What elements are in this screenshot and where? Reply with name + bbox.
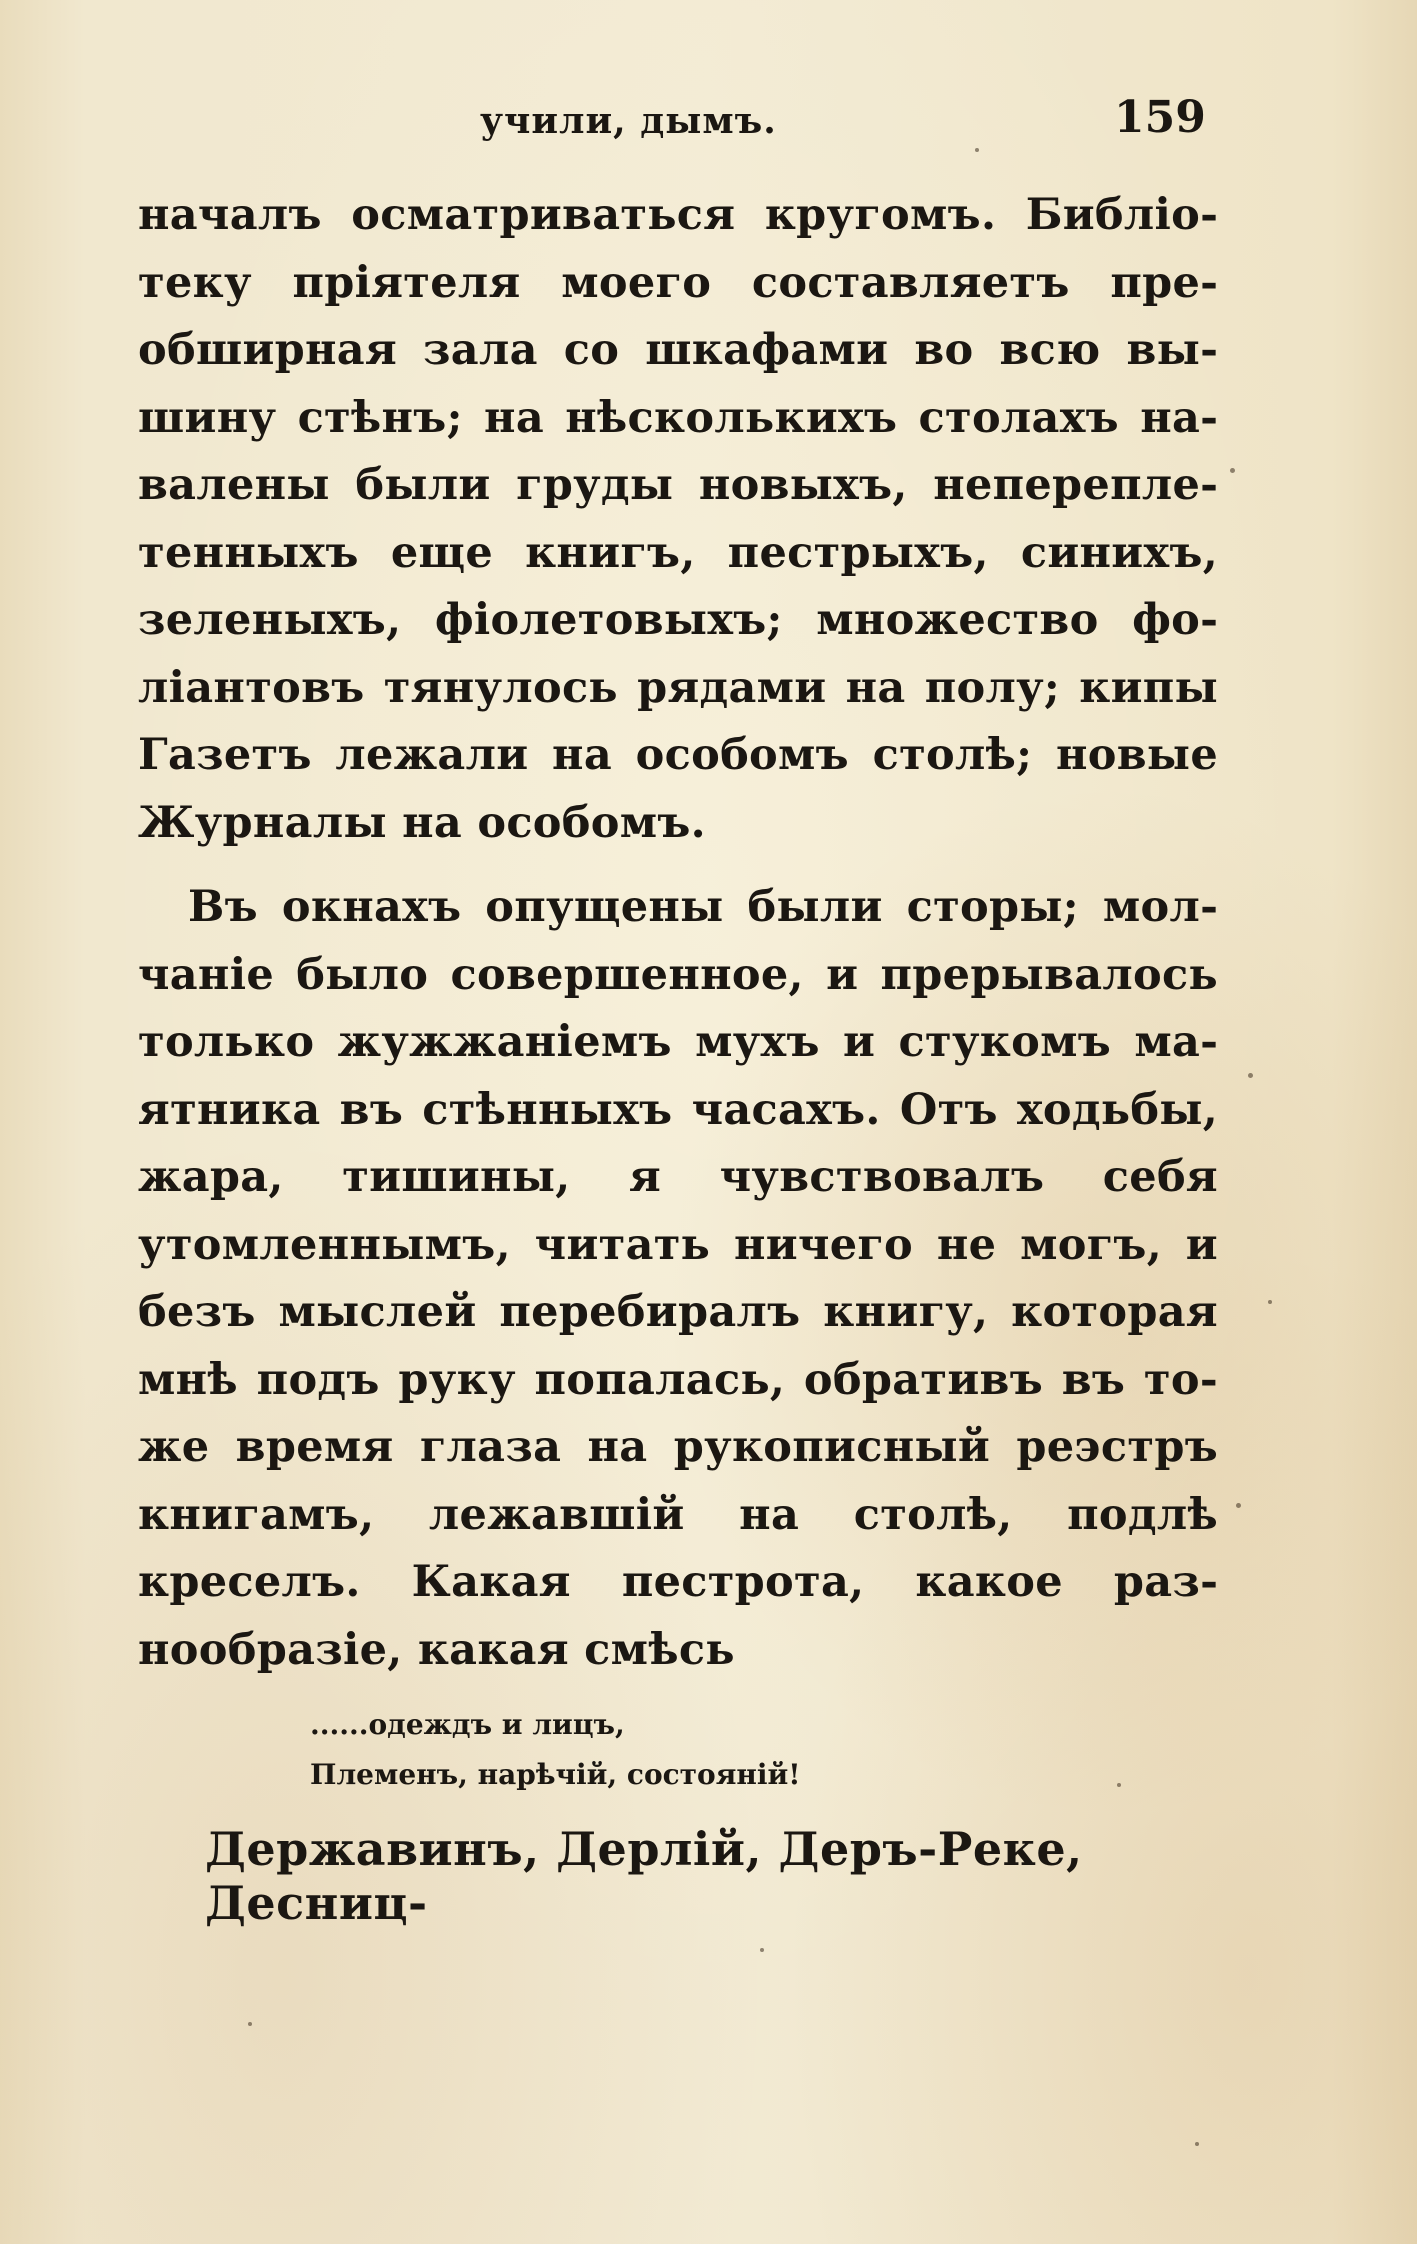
catchline: Державинъ, Дерлій, Деръ-Реке, Десниц-	[205, 1822, 1083, 1930]
paper-speck	[1268, 1300, 1272, 1304]
running-head: учили, дымъ.	[480, 100, 777, 142]
paragraph-1: началъ осматриваться кругомъ. Библіотеку пріятеля моего составляетъ преобширная зала со шкафами во всю вышину стѣнъ; на нѣсколькихъ столахъ навалены были груды новыхъ, непереплeтенныхъ еще книгъ, пестрыхъ, синихъ, зеленыхъ, фіолетовыхъ; множество фоліантовъ тянулось рядами на полу; кипы Газетъ лежали на особомъ столѣ; новые Журналы на особомъ.	[138, 190, 1218, 848]
paper-speck	[1248, 1073, 1253, 1078]
quote-line-1: ......одеждъ и лицъ,	[310, 1708, 625, 1741]
paper-speck	[1230, 468, 1235, 473]
paper-speck	[248, 2022, 252, 2026]
paragraph-2: Въ окнахъ опущены были сторы; молчаніе было совершенное, и прерывалось только жужжаніемъ мухъ и стукомъ маятника въ стѣнныхъ часахъ. Отъ ходьбы, жара, тишины, я чувствовалъ себя утомленнымъ, читать ничего не могъ, и безъ мыслей перебиралъ книгу, которая мнѣ подъ руку попалась, обративъ въ то-же время глаза на рукописный реэстръ книгамъ, лежавшій на столѣ, подлѣ креселъ. Какая пестрота, какое разнообразіе, какая смѣсь	[138, 882, 1218, 1675]
paper-speck	[975, 148, 979, 152]
quote-line-2: Племенъ, нарѣчій, состояній!	[310, 1758, 801, 1791]
paper-speck	[1195, 2142, 1199, 2146]
paper-speck	[760, 1948, 764, 1952]
paper-speck	[1117, 1783, 1121, 1787]
paper-speck	[1236, 1503, 1241, 1508]
page-number: 159	[1114, 92, 1206, 143]
